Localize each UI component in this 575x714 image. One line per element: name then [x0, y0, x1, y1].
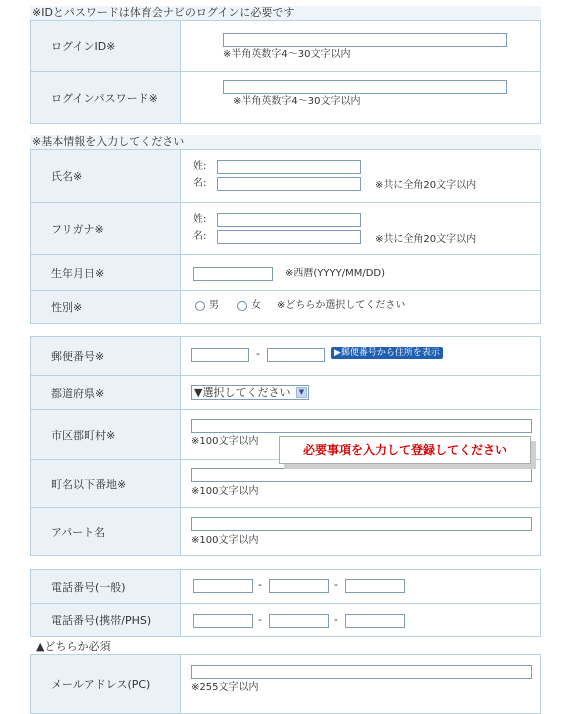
phone-general-label: 電話番号(一般) — [31, 570, 181, 603]
furigana-mei-input[interactable] — [217, 230, 361, 244]
name-hint: ※共に全角20文字以内 — [375, 180, 477, 191]
gender-female-radio[interactable] — [237, 301, 247, 311]
apartment-row — [31, 507, 540, 555]
login-password-row — [31, 71, 540, 123]
furigana-hint: ※共に全角20文字以内 — [375, 234, 477, 245]
phone-general-row — [31, 570, 540, 603]
street-input[interactable] — [191, 468, 532, 482]
prefecture-selected-value: ▼選択してください — [194, 386, 291, 399]
login-id-row — [31, 21, 540, 71]
birthdate-label: 生年月日※ — [31, 255, 181, 290]
phone-required-note: ▲どちらか必須 — [36, 640, 111, 653]
zip-second-input[interactable] — [267, 348, 325, 362]
name-label: 氏名※ — [31, 150, 181, 202]
birthdate-input[interactable] — [193, 267, 273, 281]
apartment-hint: ※100文字以内 — [191, 535, 259, 546]
basic-table — [30, 149, 541, 324]
phone-general-second-input[interactable] — [269, 579, 329, 593]
email-pc-input[interactable] — [191, 665, 532, 679]
email-pc-label: メールアドレス(PC) — [31, 655, 181, 713]
city-hint: ※100文字以内 — [191, 436, 259, 447]
name-sei-input[interactable] — [217, 160, 361, 174]
name-mei-input[interactable] — [217, 177, 361, 191]
furigana-row — [31, 202, 540, 254]
phone-general-dash-1: - — [258, 578, 262, 591]
email-pc-row — [31, 655, 540, 713]
login-id-hint: ※半角英数字4〜30文字以内 — [223, 49, 351, 60]
phone-general-third-input[interactable] — [345, 579, 405, 593]
zip-lookup-button[interactable]: ▶郵便番号から住所を表示 — [331, 347, 443, 359]
birthdate-hint: ※西暦(YYYY/MM/DD) — [285, 268, 386, 279]
login-password-hint: ※半角英数字4〜30文字以内 — [233, 96, 361, 107]
furigana-sei-input[interactable] — [217, 213, 361, 227]
login-table — [30, 20, 541, 124]
prefecture-label: 都道府県※ — [31, 376, 181, 409]
zip-row — [31, 337, 540, 375]
furigana-label: フリガナ※ — [31, 203, 181, 254]
apartment-label: アパート名 — [31, 508, 181, 555]
error-message-popup: 必要事項を入力して登録してください — [279, 436, 531, 464]
login-id-input[interactable] — [223, 33, 507, 47]
phone-general-dash-2: - — [334, 578, 338, 591]
street-hint: ※100文字以内 — [191, 486, 259, 497]
phone-general-first-input[interactable] — [193, 579, 253, 593]
city-label: 市区郡町村※ — [31, 410, 181, 459]
chevron-down-icon[interactable]: ▼ — [296, 387, 307, 398]
basic-section-header: ※基本情報を入力してください — [30, 135, 541, 149]
furigana-mei-label: 名: — [193, 231, 207, 242]
gender-row — [31, 290, 540, 323]
street-label: 町名以下番地※ — [31, 460, 181, 507]
zip-first-input[interactable] — [191, 348, 249, 362]
city-input[interactable] — [191, 419, 532, 433]
login-password-label: ログインパスワード※ — [31, 72, 181, 123]
phone-mobile-dash-2: - — [334, 613, 338, 626]
street-row — [31, 459, 540, 507]
gender-hint: ※どちらか選択してください — [277, 300, 406, 311]
email-table — [30, 654, 541, 714]
name-mei-label: 名: — [193, 178, 207, 189]
prefecture-select[interactable] — [191, 385, 309, 400]
login-password-input[interactable] — [223, 80, 507, 94]
gender-label: 性別※ — [31, 291, 181, 323]
zip-label: 郵便番号※ — [31, 337, 181, 375]
phone-mobile-second-input[interactable] — [269, 614, 329, 628]
phone-mobile-row — [31, 603, 540, 636]
furigana-sei-label: 姓: — [193, 214, 207, 225]
gender-female-label: 女 — [251, 300, 261, 311]
prefecture-row — [31, 375, 540, 409]
phone-mobile-third-input[interactable] — [345, 614, 405, 628]
email-pc-hint: ※255文字以内 — [191, 682, 259, 693]
name-row — [31, 150, 540, 202]
name-sei-label: 姓: — [193, 161, 207, 172]
gender-male-radio[interactable] — [195, 301, 205, 311]
login-id-label: ログインID※ — [31, 21, 181, 71]
phone-mobile-dash-1: - — [258, 613, 262, 626]
login-section-header: ※IDとパスワードは体育会ナビのログインに必要です — [30, 6, 541, 20]
apartment-input[interactable] — [191, 517, 532, 531]
phone-table — [30, 569, 541, 637]
phone-mobile-first-input[interactable] — [193, 614, 253, 628]
birthdate-row — [31, 254, 540, 290]
zip-dash: - — [256, 347, 260, 360]
phone-mobile-label: 電話番号(携帯/PHS) — [31, 604, 181, 636]
gender-male-label: 男 — [209, 300, 219, 311]
